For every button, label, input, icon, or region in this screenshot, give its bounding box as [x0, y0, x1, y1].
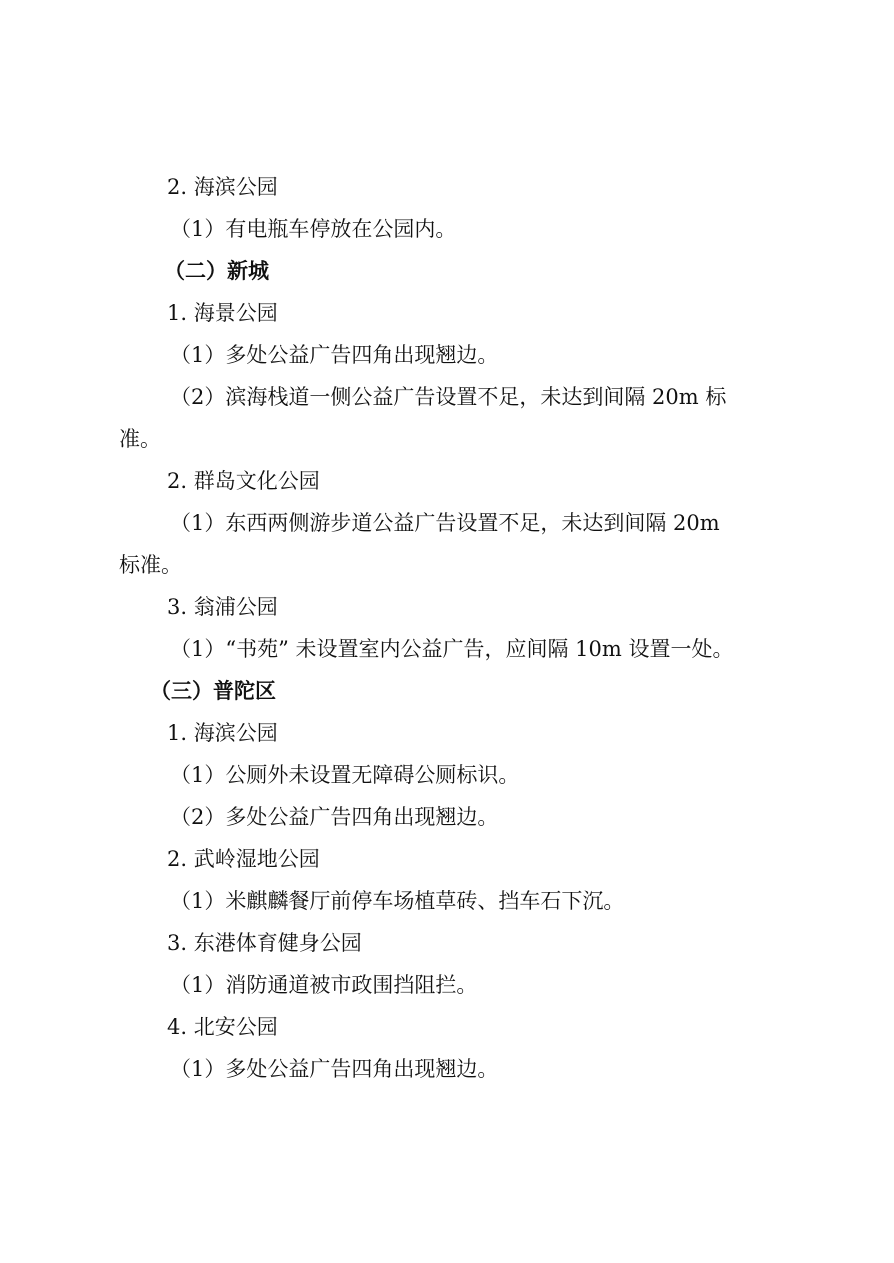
item-text: （1）有电瓶车停放在公园内。 [170, 217, 457, 241]
item-heading: 1. 海景公园 [167, 301, 278, 325]
item-heading: 3. 东港体育健身公园 [167, 931, 362, 955]
item-heading: 2. 海滨公园 [167, 175, 278, 199]
item-heading: 2. 群岛文化公园 [167, 469, 320, 493]
item-text: （2）滨海栈道一侧公益广告设置不足，未达到间隔 20m 标 [170, 385, 727, 409]
item-text: （2）多处公益广告四角出现翘边。 [170, 805, 499, 829]
item-heading: 2. 武岭湿地公园 [167, 847, 320, 871]
item-text-continuation: 标准。 [119, 553, 182, 577]
item-text: （1）公厕外未设置无障碍公厕标识。 [170, 763, 520, 787]
item-text: （1）消防通道被市政围挡阻拦。 [170, 973, 478, 997]
item-heading: 1. 海滨公园 [167, 721, 278, 745]
item-text: （1）多处公益广告四角出现翘边。 [170, 343, 499, 367]
item-text-continuation: 准。 [119, 427, 161, 451]
item-heading: 4. 北安公园 [167, 1015, 278, 1039]
section-heading: （三）普陀区 [150, 678, 276, 703]
section-heading: （二）新城 [164, 258, 269, 283]
item-text: （1）多处公益广告四角出现翘边。 [170, 1057, 499, 1081]
item-text: （1）东西两侧游步道公益广告设置不足，未达到间隔 20m [170, 511, 720, 535]
item-text: （1）米麒麟餐厅前停车场植草砖、挡车石下沉。 [170, 889, 625, 913]
item-text: （1）“书苑” 未设置室内公益广告，应间隔 10m 设置一处。 [170, 637, 734, 661]
item-heading: 3. 翁浦公园 [167, 595, 278, 619]
